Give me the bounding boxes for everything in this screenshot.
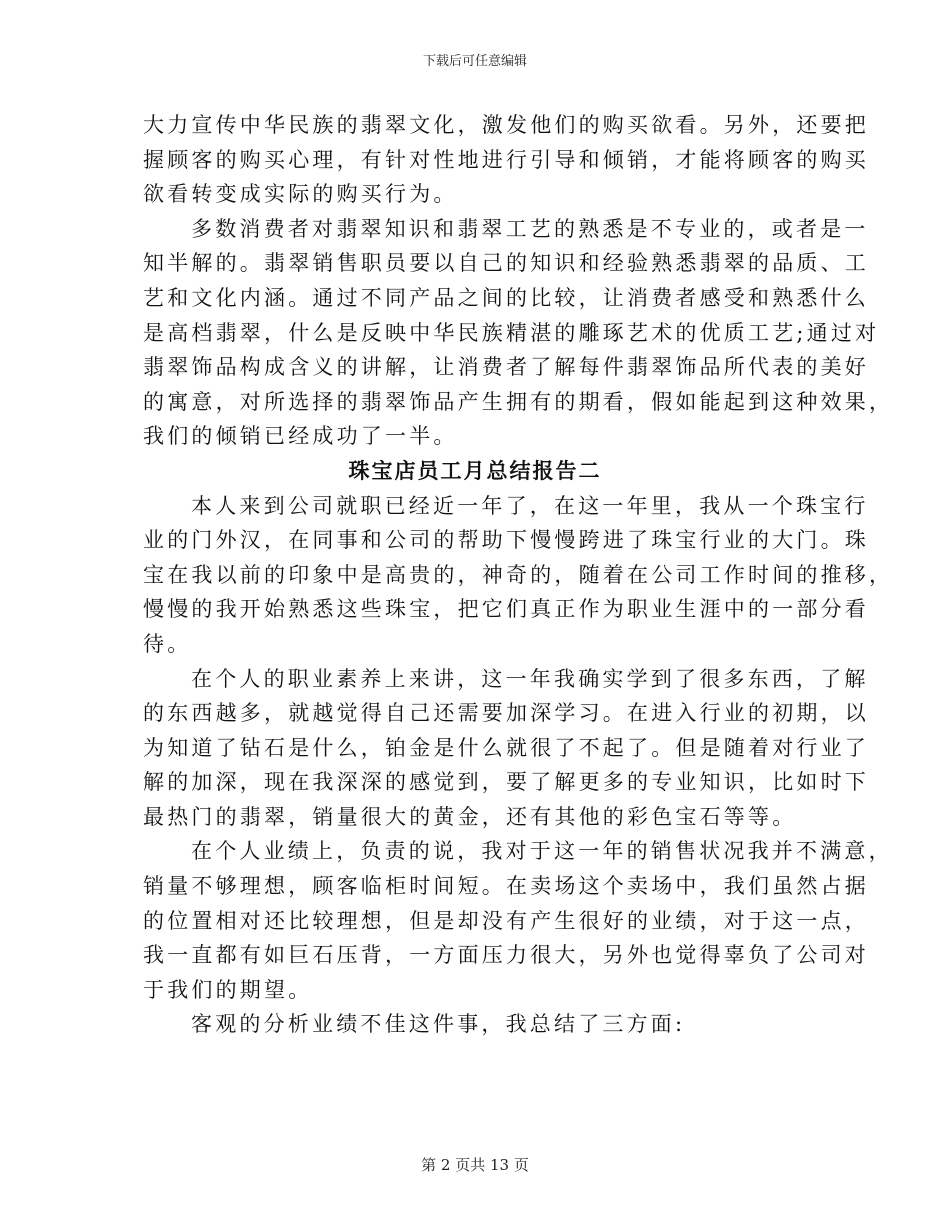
paragraph-5	[143, 834, 893, 1007]
page-footer	[0, 1156, 950, 1174]
text-line: 是高档翡翠，什么是反映中华民族精湛的雕琢艺术的优质工艺;通过对	[143, 320, 880, 345]
text-line: 客观的分析业绩不佳这件事，我总结了三方面:	[191, 1012, 686, 1037]
document-body	[143, 108, 894, 1042]
text-line: 最热门的翡翠，销量很大的黄金，还有其他的彩色宝石等等。	[143, 804, 797, 829]
text-line: 的寓意，对所选择的翡翠饰品产生拥有的期看，假如能起到这种效果，	[143, 389, 894, 414]
text-line: 解的加深，现在我深深的感觉到，要了解更多的专业知识，比如时下	[143, 770, 869, 795]
page-header	[0, 54, 950, 70]
paragraph-6	[143, 1007, 807, 1042]
text-line: 欲看转变成实际的购买行为。	[143, 182, 458, 207]
text-line: 握顾客的购买心理，有针对性地进行引导和倾销，才能将顾客的购买	[143, 147, 869, 172]
text-line: 宝在我以前的印象中是高贵的，神奇的，随着在公司工作时间的推移，	[143, 562, 894, 587]
text-line: 慢慢的我开始熟悉这些珠宝，把它们真正作为职业生涯中的一部分看	[143, 597, 869, 622]
paragraph-3	[143, 489, 894, 662]
text-line: 本人来到公司就职已经近一年了，在这一年里，我从一个珠宝行	[191, 493, 869, 518]
text-line: 艺和文化内涵。通过不同产品之间的比较，让消费者感受和熟悉什么	[143, 285, 869, 310]
paragraph-4	[143, 662, 869, 835]
text-line: 在个人业绩上，负责的说，我对于这一年的销售状况我并不满意，	[191, 839, 893, 864]
text-line: 在个人的职业素养上来讲，这一年我确实学到了很多东西，了解	[191, 666, 869, 691]
text-line: 大力宣传中华民族的翡翠文化，激发他们的购买欲看。另外，还要把	[143, 113, 869, 137]
text-line: 于我们的期望。	[143, 977, 313, 1002]
paragraph-1	[143, 108, 869, 212]
text-line: 多数消费者对翡翠知识和翡翠工艺的熟悉是不专业的，或者是一	[191, 216, 869, 241]
text-line: 销量不够理想，顾客临柜时间短。在卖场这个卖场中，我们虽然占据	[143, 874, 869, 899]
text-line: 待。	[143, 631, 192, 656]
text-line: 我们的倾销已经成功了一半。	[143, 424, 458, 449]
text-line: 业的门外汉，在同事和公司的帮助下慢慢跨进了珠宝行业的大门。珠	[143, 528, 869, 553]
text-line: 的位置相对还比较理想，但是却没有产生很好的业绩，对于这一点，	[143, 908, 869, 933]
text-line: 我一直都有如巨石压背，一方面压力很大，另外也觉得辜负了公司对	[143, 943, 869, 968]
text-line: 翡翠饰品构成含义的讲解，让消费者了解每件翡翠饰品所代表的美好	[143, 355, 869, 380]
paragraph-2	[143, 212, 894, 454]
header-text: 下载后可任意编辑	[422, 54, 527, 69]
section-title: 珠宝店员工月总结报告二	[348, 458, 602, 483]
text-line: 的东西越多，就越觉得自己还需要加深学习。在进入行业的初期，以	[143, 701, 869, 726]
text-line: 为知道了钻石是什么，铂金是什么就很了不起了。但是随着对行业了	[143, 735, 869, 760]
page-number: 第 2 页共 13 页	[421, 1156, 529, 1174]
text-line: 知半解的。翡翠销售职员要以自己的知识和经验熟悉翡翠的品质、工	[143, 251, 869, 276]
